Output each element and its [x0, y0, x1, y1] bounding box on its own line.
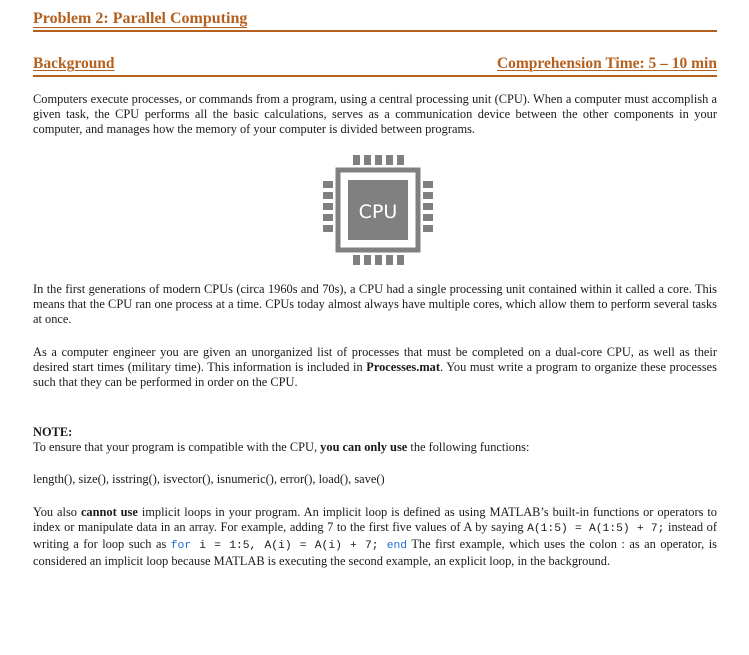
cpu-chip-graphic [323, 152, 433, 268]
note-text-2: the following functions: [407, 440, 530, 454]
problem-title [33, 9, 717, 32]
section-heading: Background [33, 55, 115, 72]
task-paragraph [33, 345, 717, 390]
code-implicit-example: A(1:5) = A(1:5) + 7; [527, 523, 665, 535]
problem-title-text: Problem 2: Parallel Computing [33, 10, 248, 27]
intro-paragraph: Computers execute processes, or commands from a program, using a central processing unit (CPU). When a computer must accomplish a given task, the CPU performs all the basic calculations, serves as a communication device between the other components in your computer, and manages how the memory of your computer is divided between programs. [33, 92, 717, 136]
task-text-1: As a computer engineer you are given an unorganized list of processes that must be completed on a dual-core CPU, as well as their desired start times (military time). This information is included in [33, 345, 717, 374]
task-text-2: . You must write a program to organize these processes such that they can be performed in order on the CPU. [33, 360, 718, 389]
code-loop-body: i = 1:5, A(i) = A(i) + 7; [191, 540, 387, 552]
loop-text-4: The first example, which uses the colon : as an operator, is considered an implicit loop because MATLAB is executing the second example, an explicit loop, in the background. [33, 537, 717, 568]
code-end-keyword: end [386, 540, 408, 552]
section-header-bar [33, 54, 717, 77]
cpu-label: CPU [358, 201, 398, 223]
data-file-name: Processes.mat [366, 360, 440, 374]
code-for-keyword: for [170, 540, 192, 552]
comprehension-time: Comprehension Time: 5 – 10 min [496, 55, 717, 72]
note-text [33, 440, 717, 455]
allowed-functions: length(), size(), isstring(), isvector(), isnumeric(), error(), load(), save() [33, 472, 385, 486]
cpu-icon [323, 152, 433, 268]
loop-text-1: You also [33, 505, 81, 519]
note-heading: NOTE: [33, 425, 73, 439]
note-emphasis: you can only use [320, 440, 408, 454]
loop-text-2: implicit loops in your program. An implicit loop is defined as using MATLAB’s built-in functions or operators to index or manipulate data in an array. For example, adding 7 to the first five values of A by saying [33, 505, 718, 534]
note-text-1: To ensure that your program is compatible with the CPU, [33, 440, 321, 454]
loop-text-3: instead of writing a for loop such as [33, 520, 717, 551]
implicit-loop-paragraph [33, 505, 717, 569]
history-paragraph: In the first generations of modern CPUs (circa 1960s and 70s), a CPU had a single processing unit contained within it called a core. This means that the CPU ran one process at a time. CPUs today almost always have multiple cores, which allow them to perform several tasks at once. [33, 282, 717, 326]
loop-emphasis: cannot use [80, 505, 138, 519]
